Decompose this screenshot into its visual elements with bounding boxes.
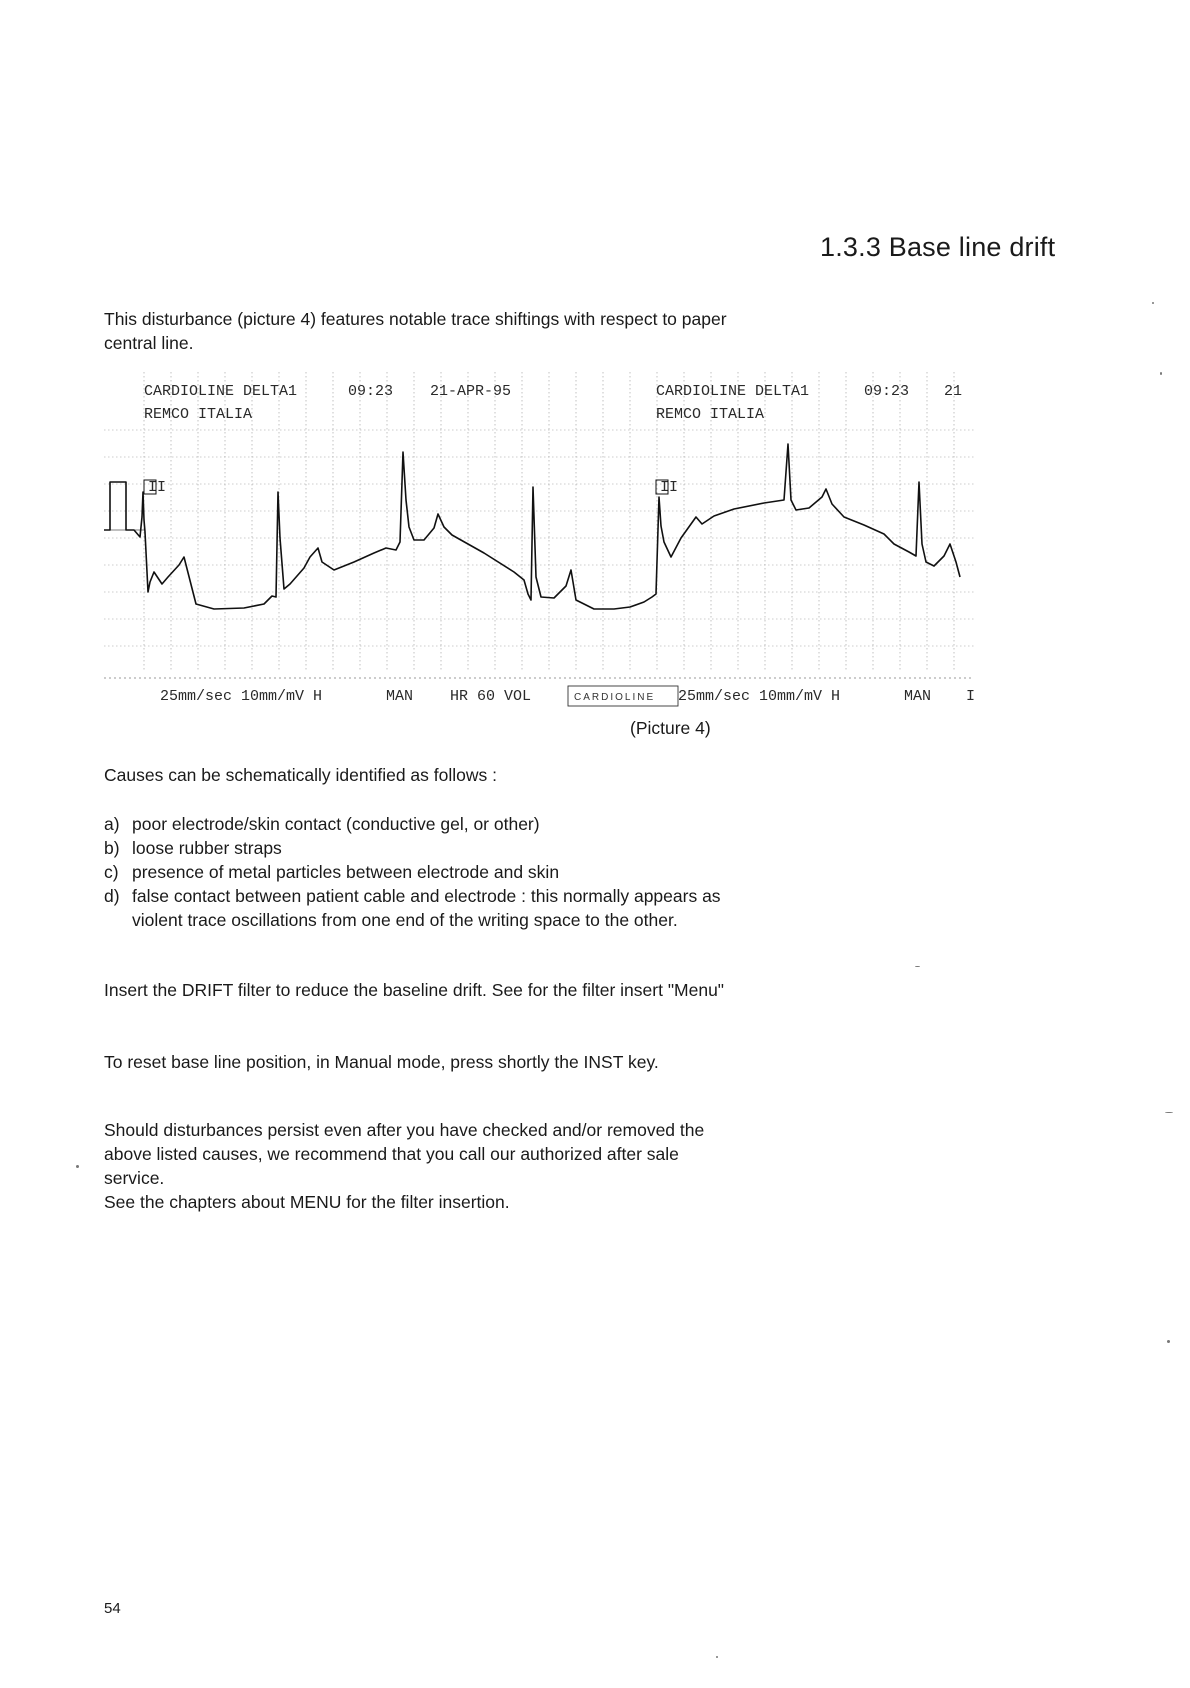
list-marker: b) [104, 838, 120, 858]
ecg-header-right-time: 09:23 [864, 383, 910, 400]
scan-speck [1160, 372, 1162, 375]
section-title: 1.3.3 Base line drift [820, 232, 1056, 262]
intro-paragraph: This disturbance (picture 4) features notable trace shiftings with respect to paper central line. [104, 309, 727, 353]
menu-note: See the chapters about MENU for the filter insertion. [104, 1192, 510, 1212]
reset-baseline-note: To reset base line position, in Manual mode, press shortly the INST key. [104, 1052, 659, 1072]
ecg-lead-label-left: II [148, 479, 167, 496]
persist-note: Should disturbances persist even after you have checked and/or removed the above listed causes, we recommend that you call our authorized after sale service. [104, 1120, 705, 1188]
scan-speck [76, 1165, 79, 1168]
list-item-text: false contact between patient cable and electrode : this normally appears as violent trace oscillations from one end of the writing space to the other. [132, 886, 721, 930]
ecg-header-left-line1: CARDIOLINE DELTA1 [144, 383, 298, 400]
ecg-footer-cut-char: I [966, 688, 976, 705]
ecg-header-right-line1: CARDIOLINE DELTA1 [656, 383, 810, 400]
persist-note-block [104, 1118, 744, 1214]
figure-caption: (Picture 4) [630, 718, 711, 738]
ecg-header-left-date: 21-APR-95 [430, 383, 512, 400]
list-marker: c) [104, 862, 119, 882]
scan-speck [915, 966, 920, 967]
page-number: 54 [104, 1600, 121, 1617]
ecg-strip-figure [104, 372, 1044, 712]
ecg-lead-label-right: II [660, 479, 679, 496]
ecg-header-left-time: 09:23 [348, 383, 394, 400]
ecg-trace [104, 444, 960, 609]
ecg-header-right-line2: REMCO ITALIA [656, 406, 765, 423]
scan-speck [716, 1656, 718, 1658]
list-item [104, 836, 744, 860]
causes-list [104, 812, 744, 932]
ecg-footer-right-mode: MAN [904, 688, 932, 705]
scan-speck [1165, 1112, 1173, 1113]
ecg-footer-hr: HR 60 VOL [450, 688, 532, 705]
list-item-text: loose rubber straps [132, 838, 282, 858]
ecg-footer-right-speed: 25mm/sec 10mm/mV H [678, 688, 841, 705]
list-item [104, 884, 744, 932]
list-marker: d) [104, 886, 120, 906]
ecg-footer-left-mode: MAN [386, 688, 414, 705]
ecg-header-right-date: 21 [944, 383, 963, 400]
list-item-text: presence of metal particles between electrode and skin [132, 862, 560, 882]
ecg-footer-brand: CARDIOLINE [574, 692, 656, 703]
list-item-text: poor electrode/skin contact (conductive gel, or other) [132, 814, 540, 834]
list-marker: a) [104, 814, 120, 834]
list-item [104, 812, 744, 836]
drift-filter-note: Insert the DRIFT filter to reduce the baseline drift. See for the filter insert "Menu" [104, 980, 725, 1000]
list-item [104, 860, 744, 884]
scan-speck [1152, 302, 1154, 304]
scan-speck [1167, 1340, 1170, 1343]
ecg-header-left-line2: REMCO ITALIA [144, 406, 253, 423]
ecg-footer-left-speed: 25mm/sec 10mm/mV H [160, 688, 323, 705]
causes-intro: Causes can be schematically identified as follows : [104, 765, 497, 785]
